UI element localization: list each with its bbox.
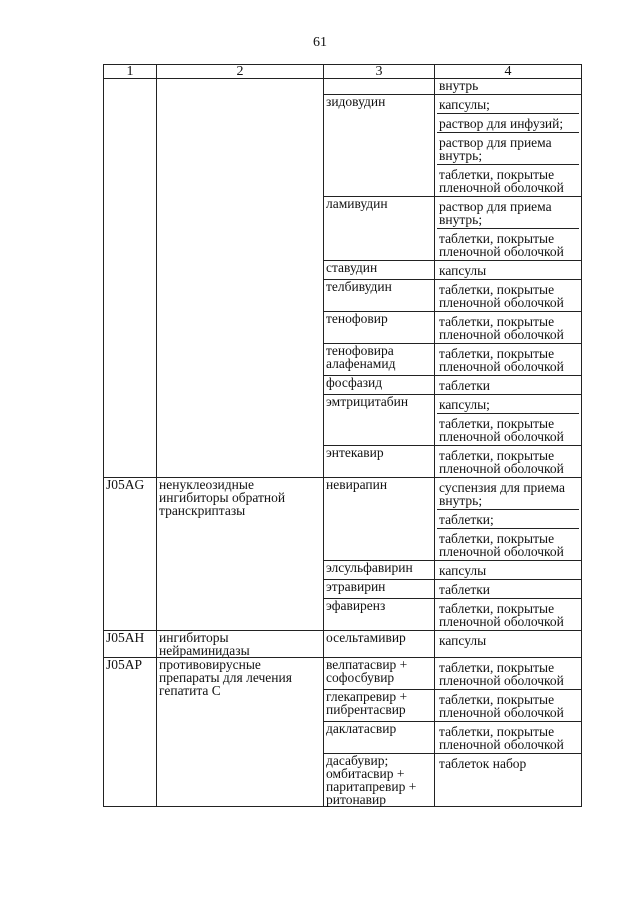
dosage-forms-cell xyxy=(435,722,582,754)
dosage-form: таблетки, покрытые пленочной оболочкой xyxy=(439,692,564,720)
dosage-forms-cell xyxy=(435,446,582,478)
dosage-form: таблетки, покрытые пленочной оболочкой xyxy=(437,164,579,196)
dosage-forms-cell xyxy=(435,312,582,344)
drug-name: дасабувир; омбитасвир + паритапревир + ритонавир xyxy=(324,754,435,807)
dosage-form: раствор для приема внутрь; xyxy=(437,132,579,164)
header-col-3: 3 xyxy=(324,65,435,79)
dosage-forms-cell xyxy=(435,376,582,395)
atc-code: J05AH xyxy=(104,631,157,658)
dosage-form: таблетки xyxy=(439,378,491,393)
dosage-form: таблетки xyxy=(439,582,491,597)
dosage-form: таблетки, покрытые пленочной оболочкой xyxy=(439,601,564,629)
dosage-forms-cell xyxy=(435,344,582,376)
header-row xyxy=(104,65,582,79)
drug-name: эфавиренз xyxy=(324,599,435,631)
dosage-forms-cell xyxy=(435,280,582,312)
dosage-forms-cell xyxy=(435,395,582,446)
drug-name: фосфазид xyxy=(324,376,435,395)
drug-name: невирапин xyxy=(324,478,435,561)
dosage-form: таблетки, покрытые пленочной оболочкой xyxy=(439,660,564,688)
drug-name: ставудин xyxy=(324,261,435,280)
dosage-form: таблетки; xyxy=(437,509,579,528)
dosage-form: таблетки, покрытые пленочной оболочкой xyxy=(437,528,579,560)
dosage-form: внутрь xyxy=(439,78,479,93)
dosage-form: суспензия для приема внутрь; xyxy=(439,480,565,508)
drug-name: осельтамивир xyxy=(324,631,435,658)
table-row xyxy=(104,478,582,561)
header-col-4: 4 xyxy=(435,65,582,79)
dosage-form: таблетки, покрытые пленочной оболочкой xyxy=(437,413,579,445)
dosage-forms-cell xyxy=(435,478,582,561)
dosage-form: таблетки, покрытые пленочной оболочкой xyxy=(439,314,564,342)
group-name: противовирусные препараты для лечения гепатита С xyxy=(157,658,324,807)
dosage-form: раствор для приема внутрь; xyxy=(439,199,552,227)
drug-name: даклатасвир xyxy=(324,722,435,754)
dosage-form: таблетки, покрытые пленочной оболочкой xyxy=(439,282,564,310)
group-name: ненуклеозидные ингибиторы обратной транскриптазы xyxy=(157,478,324,631)
atc-code-cell xyxy=(104,79,157,478)
drug-name: энтекавир xyxy=(324,446,435,478)
dosage-form: капсулы xyxy=(439,563,487,578)
dosage-forms-cell xyxy=(435,79,582,95)
drug-name: тенофовира алафенамид xyxy=(324,344,435,376)
atc-code: J05AG xyxy=(104,478,157,631)
drug-name: этравирин xyxy=(324,580,435,599)
dosage-forms-cell xyxy=(435,599,582,631)
drug-name: зидовудин xyxy=(324,95,435,197)
drug-table xyxy=(103,64,582,807)
dosage-form: таблеток набор xyxy=(439,756,527,771)
dosage-forms-cell xyxy=(435,95,582,197)
dosage-form: таблетки, покрытые пленочной оболочкой xyxy=(437,228,579,260)
dosage-form: раствор для инфузий; xyxy=(437,113,579,132)
dosage-form: капсулы xyxy=(439,633,487,648)
dosage-forms-cell xyxy=(435,261,582,280)
dosage-forms-cell xyxy=(435,631,582,658)
dosage-forms-cell xyxy=(435,580,582,599)
dosage-form: капсулы; xyxy=(439,397,490,412)
dosage-forms-cell xyxy=(435,658,582,690)
dosage-forms-cell xyxy=(435,754,582,807)
drug-name xyxy=(324,79,435,95)
dosage-form: капсулы xyxy=(439,263,487,278)
header-col-2: 2 xyxy=(157,65,324,79)
drug-name: эмтрицитабин xyxy=(324,395,435,446)
dosage-forms-cell xyxy=(435,197,582,261)
dosage-form: таблетки, покрытые пленочной оболочкой xyxy=(439,448,564,476)
drug-name: телбивудин xyxy=(324,280,435,312)
dosage-form: таблетки, покрытые пленочной оболочкой xyxy=(439,346,564,374)
dosage-forms-cell xyxy=(435,690,582,722)
drug-name: тенофовир xyxy=(324,312,435,344)
page-number: 61 xyxy=(313,35,327,50)
drug-name: элсульфавирин xyxy=(324,561,435,580)
drug-name: глекапревир + пибрентасвир xyxy=(324,690,435,722)
table-row xyxy=(104,658,582,690)
atc-code: J05AP xyxy=(104,658,157,807)
drug-name: ламивудин xyxy=(324,197,435,261)
dosage-form: капсулы; xyxy=(439,97,490,112)
table-row xyxy=(104,79,582,95)
table-row xyxy=(104,631,582,658)
header-col-1: 1 xyxy=(104,65,157,79)
drug-name: велпатасвир + софосбувир xyxy=(324,658,435,690)
group-name: ингибиторы нейраминидазы xyxy=(157,631,324,658)
dosage-forms-cell xyxy=(435,561,582,580)
group-name-cell xyxy=(157,79,324,478)
dosage-form: таблетки, покрытые пленочной оболочкой xyxy=(439,724,564,752)
